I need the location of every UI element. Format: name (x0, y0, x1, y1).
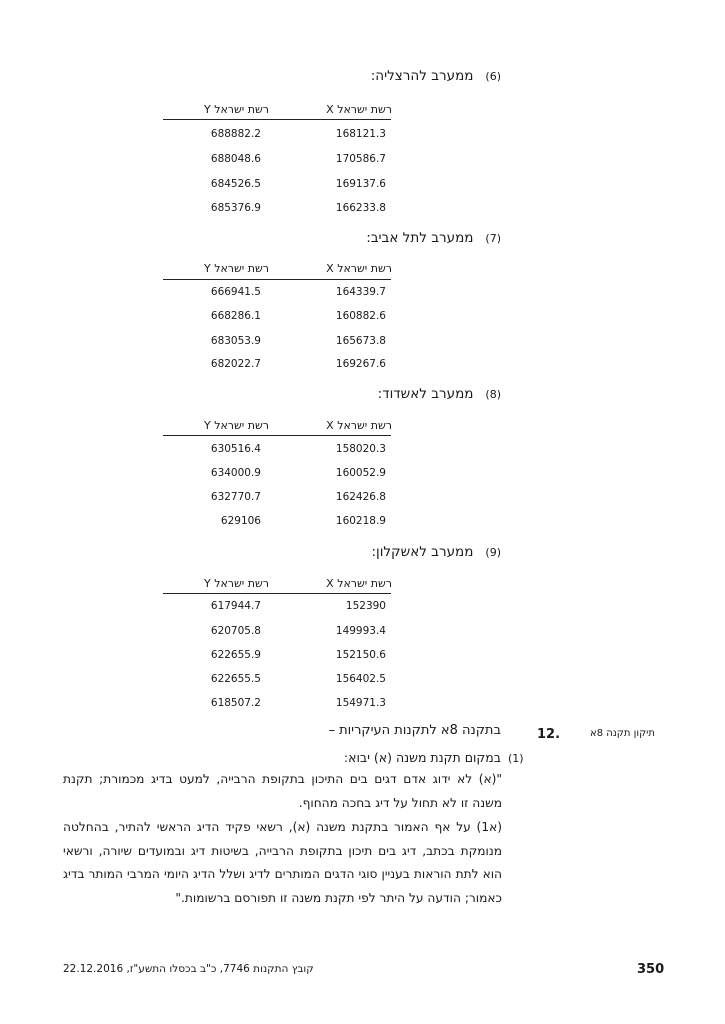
table-rule (163, 119, 391, 120)
table-row (163, 673, 391, 689)
cell-y: 622655.9 (210, 649, 261, 661)
cell-y: 688048.6 (210, 153, 261, 165)
cell-x: 166233.8 (335, 202, 386, 214)
table-row (163, 178, 391, 194)
cell-y: 685376.9 (210, 202, 261, 214)
cell-x: 168121.3 (335, 128, 386, 140)
section-heading-6 (371, 68, 501, 84)
cell-y: 682022.7 (210, 358, 261, 370)
section-title: ממערב להרצליה: (370, 68, 474, 84)
cell-x: 160052.9 (335, 467, 386, 479)
table-row (163, 515, 391, 531)
table-row (163, 286, 391, 302)
table-row (163, 491, 391, 507)
cell-x: 149993.4 (335, 625, 386, 637)
cell-x: 170586.7 (335, 153, 386, 165)
cell-x: 158020.3 (335, 443, 386, 455)
cell-y: 618507.2 (210, 697, 261, 709)
table-row (163, 649, 391, 665)
col-header-y: רשת ישראל Y (203, 103, 269, 116)
table-row (163, 358, 391, 374)
cell-x: 160218.9 (335, 515, 386, 527)
cell-x: 164339.7 (335, 286, 386, 298)
section-title: ממערב לתל אביב: (366, 230, 474, 246)
cell-x: 152390 (345, 600, 386, 612)
cell-x: 152150.6 (335, 649, 386, 661)
section-heading-7 (366, 230, 501, 246)
cell-y: 666941.5 (210, 286, 261, 298)
table-row (163, 202, 391, 218)
sub-text: במקום תקנת משנה (א) יבוא: (343, 750, 501, 765)
table-row (163, 697, 391, 713)
cell-x: 169137.6 (335, 178, 386, 190)
section-number: (9) (485, 546, 501, 559)
section-heading-9 (371, 544, 501, 560)
cell-y: 683053.9 (210, 335, 261, 347)
amendment-number: 12. (537, 727, 561, 742)
page-number: 350 (637, 962, 665, 977)
table-row (163, 625, 391, 641)
table-row (163, 310, 391, 326)
cell-x: 160882.6 (335, 310, 386, 322)
section-heading-8 (378, 386, 501, 402)
cell-y: 620705.8 (210, 625, 261, 637)
cell-y: 629106 (220, 515, 261, 527)
cell-y: 688882.2 (210, 128, 261, 140)
cell-y: 630516.4 (210, 443, 261, 455)
section-number: (6) (485, 70, 501, 83)
col-header-x: רשת ישראל X (326, 262, 392, 275)
paragraph-a1: (א1) על אף האמור בתקנת משנה (א), רשאי פקיד הדיג הראשי להתיר, בהחלטה מנומקת בכתב, דיג בים תיכון בתקופת הרבייה, בשיטות דיג ובמועדים שיורה, ורשאי הוא לתת הוראות בעניין סוגי הדגים המותרים לדיג ושלל הדיג היומי המרבי המותר בדיג כאמור; הודעה על היתר לפי תקנת משנה זו תפורסם ברשומות." (63, 820, 502, 905)
cell-x: 165673.8 (335, 335, 386, 347)
section-number: (7) (485, 232, 501, 245)
col-header-y: רשת ישראל Y (203, 577, 269, 590)
margin-note: תיקון תקנה 8א (590, 728, 655, 739)
section-title: ממערב לאשקלון: (371, 544, 474, 560)
cell-y: 668286.1 (210, 310, 261, 322)
table-rule (163, 279, 391, 280)
cell-y: 622655.5 (210, 673, 261, 685)
section-title: ממערב לאשדוד: (377, 386, 474, 402)
cell-x: 156402.5 (335, 673, 386, 685)
cell-y: 617944.7 (210, 600, 261, 612)
paragraph-a: "(א) לא ידוג אדם דגים בים התיכון בתקופת הרבייה, למעט בדיג מכמורת; תקנת משנה זו לא תחול על דיג בחכה מהחוף. (63, 772, 502, 810)
section-number: (8) (485, 388, 501, 401)
cell-y: 632770.7 (210, 491, 261, 503)
col-header-y: רשת ישראל Y (203, 262, 269, 275)
table-row (163, 600, 391, 616)
table-rule (163, 435, 391, 436)
table-row (163, 128, 391, 144)
col-header-x: רשת ישראל X (326, 577, 392, 590)
table-row (163, 335, 391, 351)
cell-y: 634000.9 (210, 467, 261, 479)
col-header-x: רשת ישראל X (326, 419, 392, 432)
table-row (163, 153, 391, 169)
cell-x: 162426.8 (335, 491, 386, 503)
cell-x: 154971.3 (335, 697, 386, 709)
table-row (163, 467, 391, 483)
sub-number: (1) (508, 752, 524, 765)
table-row (163, 443, 391, 459)
amendment-text: בתקנה 8א לתקנות העיקריות – (328, 723, 501, 738)
col-header-x: רשת ישראל X (326, 103, 392, 116)
cell-x: 169267.6 (335, 358, 386, 370)
cell-y: 684526.5 (210, 178, 261, 190)
publication-footer: קובץ התקנות 7746, כ"ב בכסלו התשע"ז, 22.12.2016 (63, 963, 314, 975)
col-header-y: רשת ישראל Y (203, 419, 269, 432)
table-rule (163, 593, 391, 594)
